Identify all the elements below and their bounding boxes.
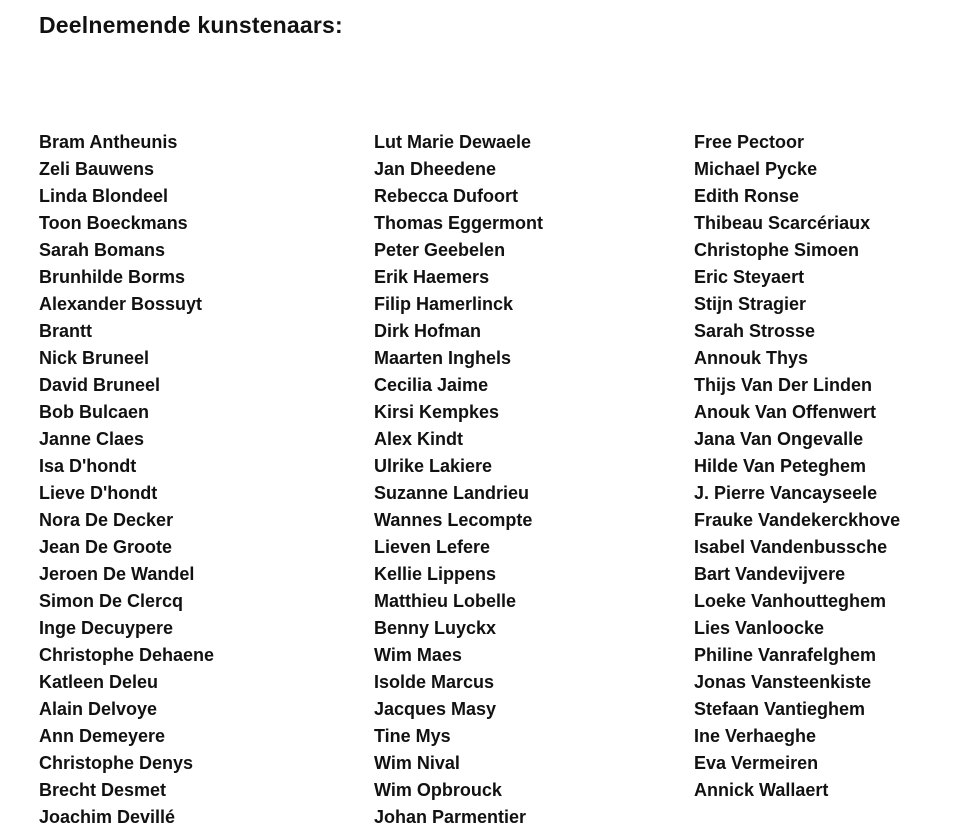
artist-name: Wim Nival bbox=[374, 753, 460, 773]
artist-name: Annouk Thys bbox=[694, 348, 809, 368]
artist-column-1 bbox=[39, 131, 214, 833]
artist-name: Anouk Van Offenwert bbox=[694, 402, 877, 422]
artist-name: Isa D'hondt bbox=[39, 456, 137, 476]
artist-name: Maarten Inghels bbox=[374, 348, 512, 368]
artist-name: Zeli Bauwens bbox=[39, 159, 155, 179]
artist-name: Johan Parmentier bbox=[374, 807, 527, 827]
artist-name: Jeroen De Wandel bbox=[39, 564, 195, 584]
artist-name: Annick Wallaert bbox=[694, 780, 829, 800]
artist-name: Brantt bbox=[39, 321, 92, 341]
artist-name: Stefaan Vantieghem bbox=[694, 699, 866, 719]
artist-name: Simon De Clercq bbox=[39, 591, 184, 611]
artist-name: Nora De Decker bbox=[39, 510, 174, 530]
artist-name: Alain Delvoye bbox=[39, 699, 158, 719]
artist-name: Philine Vanrafelghem bbox=[694, 645, 877, 665]
artist-name: Eva Vermeiren bbox=[694, 753, 819, 773]
artist-name: Bart Vandevijvere bbox=[694, 564, 846, 584]
artist-name: Jan Dheedene bbox=[374, 159, 497, 179]
artist-name: Cecilia Jaime bbox=[374, 375, 489, 395]
artist-name: Filip Hamerlinck bbox=[374, 294, 514, 314]
artist-name: Ulrike Lakiere bbox=[374, 456, 493, 476]
artist-name: Wim Opbrouck bbox=[374, 780, 502, 800]
artist-name: Christophe Simoen bbox=[694, 240, 860, 260]
artist-name: Sarah Bomans bbox=[39, 240, 166, 260]
artist-name: Alexander Bossuyt bbox=[39, 294, 203, 314]
artist-name: Isabel Vandenbussche bbox=[694, 537, 888, 557]
artist-name: Kellie Lippens bbox=[374, 564, 497, 584]
artist-name: Hilde Van Peteghem bbox=[694, 456, 867, 476]
artist-name: Brunhilde Borms bbox=[39, 267, 186, 287]
artist-name: Rebecca Dufoort bbox=[374, 186, 519, 206]
artist-name: Matthieu Lobelle bbox=[374, 591, 517, 611]
artist-name: Erik Haemers bbox=[374, 267, 490, 287]
artist-name: Suzanne Landrieu bbox=[374, 483, 530, 503]
artist-name: Frauke Vandekerckhove bbox=[694, 510, 901, 530]
artist-name: Thibeau Scarcériaux bbox=[694, 213, 871, 233]
artist-name: Linda Blondeel bbox=[39, 186, 169, 206]
artist-name: David Bruneel bbox=[39, 375, 161, 395]
artist-name: Katleen Deleu bbox=[39, 672, 159, 692]
artist-name: Ine Verhaeghe bbox=[694, 726, 817, 746]
artist-name: Janne Claes bbox=[39, 429, 145, 449]
artist-name: Eric Steyaert bbox=[694, 267, 805, 287]
artist-name: Michael Pycke bbox=[694, 159, 818, 179]
artist-name: Lut Marie Dewaele bbox=[374, 132, 532, 152]
artist-name: Jean De Groote bbox=[39, 537, 173, 557]
artist-name: Toon Boeckmans bbox=[39, 213, 188, 233]
artist-name: Jacques Masy bbox=[374, 699, 497, 719]
artist-name: Kirsi Kempkes bbox=[374, 402, 500, 422]
artist-name: Wim Maes bbox=[374, 645, 462, 665]
artist-name: Ann Demeyere bbox=[39, 726, 166, 746]
artist-name: Peter Geebelen bbox=[374, 240, 506, 260]
artist-name: Lieve D'hondt bbox=[39, 483, 158, 503]
artist-name: Lies Vanloocke bbox=[694, 618, 825, 638]
artist-name: Sarah Strosse bbox=[694, 321, 816, 341]
page-title: Deelnemende kunstenaars: bbox=[39, 12, 343, 38]
artist-name: Free Pectoor bbox=[694, 132, 805, 152]
artist-name: Edith Ronse bbox=[694, 186, 800, 206]
artist-name: Thijs Van Der Linden bbox=[694, 375, 873, 395]
artist-name: Brecht Desmet bbox=[39, 780, 167, 800]
artist-name: Lieven Lefere bbox=[374, 537, 491, 557]
artist-name: Inge Decuypere bbox=[39, 618, 174, 638]
artist-name: Joachim Devillé bbox=[39, 807, 176, 827]
artist-name: Jana Van Ongevalle bbox=[694, 429, 864, 449]
artist-name: Tine Mys bbox=[374, 726, 451, 746]
artist-name: Wannes Lecompte bbox=[374, 510, 533, 530]
artist-name: Christophe Denys bbox=[39, 753, 194, 773]
artist-column-2 bbox=[374, 131, 543, 833]
artist-name: Christophe Dehaene bbox=[39, 645, 215, 665]
artist-name: Nick Bruneel bbox=[39, 348, 150, 368]
artist-name: Jonas Vansteenkiste bbox=[694, 672, 872, 692]
artist-name: Alex Kindt bbox=[374, 429, 464, 449]
artist-name: Thomas Eggermont bbox=[374, 213, 544, 233]
artist-column-3 bbox=[694, 131, 900, 806]
artist-name: Isolde Marcus bbox=[374, 672, 495, 692]
artist-name: J. Pierre Vancayseele bbox=[694, 483, 878, 503]
artist-name: Dirk Hofman bbox=[374, 321, 482, 341]
artist-name: Benny Luyckx bbox=[374, 618, 497, 638]
artist-name: Bob Bulcaen bbox=[39, 402, 150, 422]
artist-name: Bram Antheunis bbox=[39, 132, 178, 152]
artist-name: Loeke Vanhoutteghem bbox=[694, 591, 887, 611]
artist-name: Stijn Stragier bbox=[694, 294, 807, 314]
